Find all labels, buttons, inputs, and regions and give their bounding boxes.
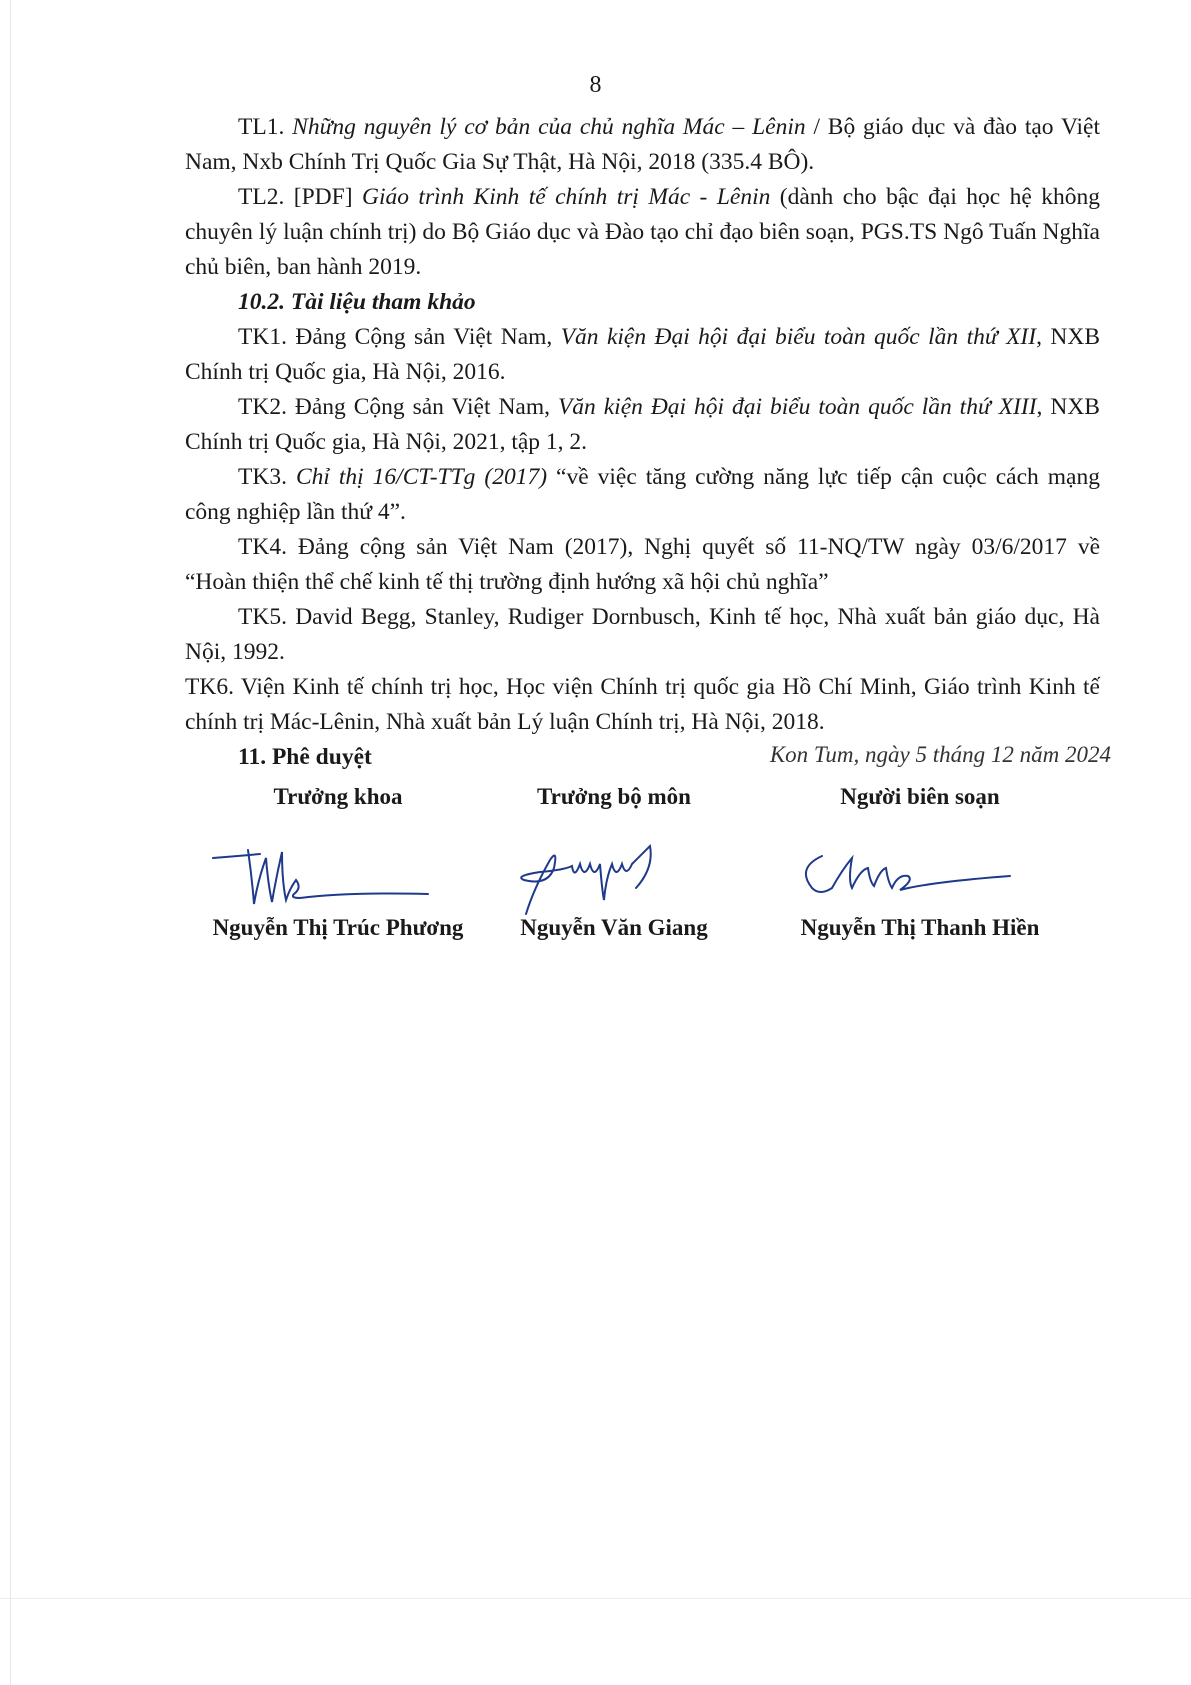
signature-title: Trưởng bộ môn bbox=[537, 784, 691, 809]
ref-detail: (dành cho bậc đại học hệ không chuyên lý luận chính trị) do Bộ Giáo dục và Đào tạo chỉ đạo biên soạn, PGS.TS Ngô Tuấn Nghĩa chủ biên, ban hành 2019. bbox=[185, 184, 1101, 280]
ref-prefix: Đảng Cộng sản Việt Nam, bbox=[286, 394, 558, 420]
reference-tk2 bbox=[185, 390, 1100, 460]
ref-title: Những nguyên lý cơ bản của chủ nghĩa Mác – Lênin bbox=[292, 114, 806, 140]
ref-id: TK2. bbox=[238, 394, 287, 420]
ref-prefix: Đảng Cộng sản Việt Nam, bbox=[286, 324, 561, 350]
signing-date: Kon Tum, ngày 5 tháng 12 năm 2024 bbox=[769, 742, 1111, 767]
ref-detail: , NXB Chính trị Quốc gia, Hà Nội, 2021, tập 1, 2. bbox=[185, 394, 1100, 455]
signatory-name: Nguyễn Văn Giang bbox=[520, 915, 708, 940]
ref-prefix: [PDF] bbox=[284, 184, 362, 210]
reference-tk1 bbox=[185, 320, 1100, 390]
ref-id: TK1. bbox=[238, 324, 287, 350]
ref-text: Đảng cộng sản Việt Nam (2017), Nghị quyết số 11-NQ/TW ngày 03/6/2017 về “Hoàn thiện thể chế kinh tế thị trường định hướng xã hội chủ nghĩa” bbox=[185, 534, 1100, 595]
section-heading: 10.2. Tài liệu tham khảo bbox=[238, 289, 476, 315]
reference-tk6 bbox=[185, 670, 1100, 740]
signature-block-dean bbox=[178, 780, 498, 940]
ref-id: TL2. bbox=[238, 184, 285, 210]
reference-tk5 bbox=[185, 600, 1100, 670]
ref-title: Văn kiện Đại hội đại biểu toàn quốc lần thứ XIII bbox=[557, 394, 1037, 420]
ref-id: TK3. bbox=[238, 464, 287, 490]
reference-tk3 bbox=[185, 460, 1100, 530]
reference-tl2 bbox=[185, 180, 1100, 285]
ref-prefix bbox=[287, 464, 296, 490]
handwritten-signature-author bbox=[760, 818, 1080, 918]
reference-tk4 bbox=[185, 530, 1100, 600]
scan-edge-line bbox=[10, 0, 11, 1685]
ref-id: TK5. bbox=[238, 604, 287, 630]
ref-text: Viện Kinh tế chính trị học, Học viện Chính trị quốc gia Hồ Chí Minh, Giáo trình Kinh tế chính trị Mác-Lênin, Nhà xuất bản Lý luận Chính trị, Hà Nội, 2018. bbox=[185, 674, 1100, 735]
ref-id: TK6. bbox=[185, 674, 234, 700]
page-number: 8 bbox=[589, 72, 602, 98]
reference-tl1 bbox=[185, 110, 1100, 180]
signatory-name: Nguyễn Thị Thanh Hiền bbox=[800, 915, 1040, 940]
signature-block-author bbox=[760, 780, 1080, 940]
ref-title: Văn kiện Đại hội đại biểu toàn quốc lần thứ XII bbox=[560, 324, 1037, 350]
ref-detail: , NXB Chính trị Quốc gia, Hà Nội, 2016. bbox=[185, 324, 1100, 385]
ref-text: David Begg, Stanley, Rudiger Dornbusch, Kinh tế học, Nhà xuất bản giáo dục, Hà Nội, 1992. bbox=[185, 604, 1100, 665]
ref-detail: / Bộ giáo dục và đào tạo Việt Nam, Nxb Chính Trị Quốc Gia Sự Thật, Hà Nội, 2018 (335.4 BÔ). bbox=[185, 114, 1100, 175]
signature-block-head bbox=[454, 780, 774, 940]
approval-heading: 11. Phê duyệt bbox=[238, 744, 372, 770]
scan-bottom-line bbox=[0, 1598, 1191, 1599]
signature-title: Trưởng khoa bbox=[273, 784, 403, 809]
ref-id: TK4. bbox=[238, 534, 287, 560]
ref-id: TL1. bbox=[238, 114, 285, 140]
handwritten-signature-head bbox=[454, 818, 774, 918]
signatory-name: Nguyễn Thị Trúc Phương bbox=[212, 915, 464, 940]
ref-title: Giáo trình Kinh tế chính trị Mác - Lênin bbox=[361, 184, 771, 210]
handwritten-signature-dean bbox=[178, 818, 498, 918]
document-body bbox=[185, 110, 1100, 775]
ref-title: Chỉ thị 16/CT-TTg (2017) bbox=[295, 464, 548, 490]
ref-detail: “về việc tăng cường năng lực tiếp cận cuộc cách mạng công nghiệp lần thứ 4”. bbox=[185, 464, 1100, 525]
signature-title: Người biên soạn bbox=[840, 784, 1000, 809]
